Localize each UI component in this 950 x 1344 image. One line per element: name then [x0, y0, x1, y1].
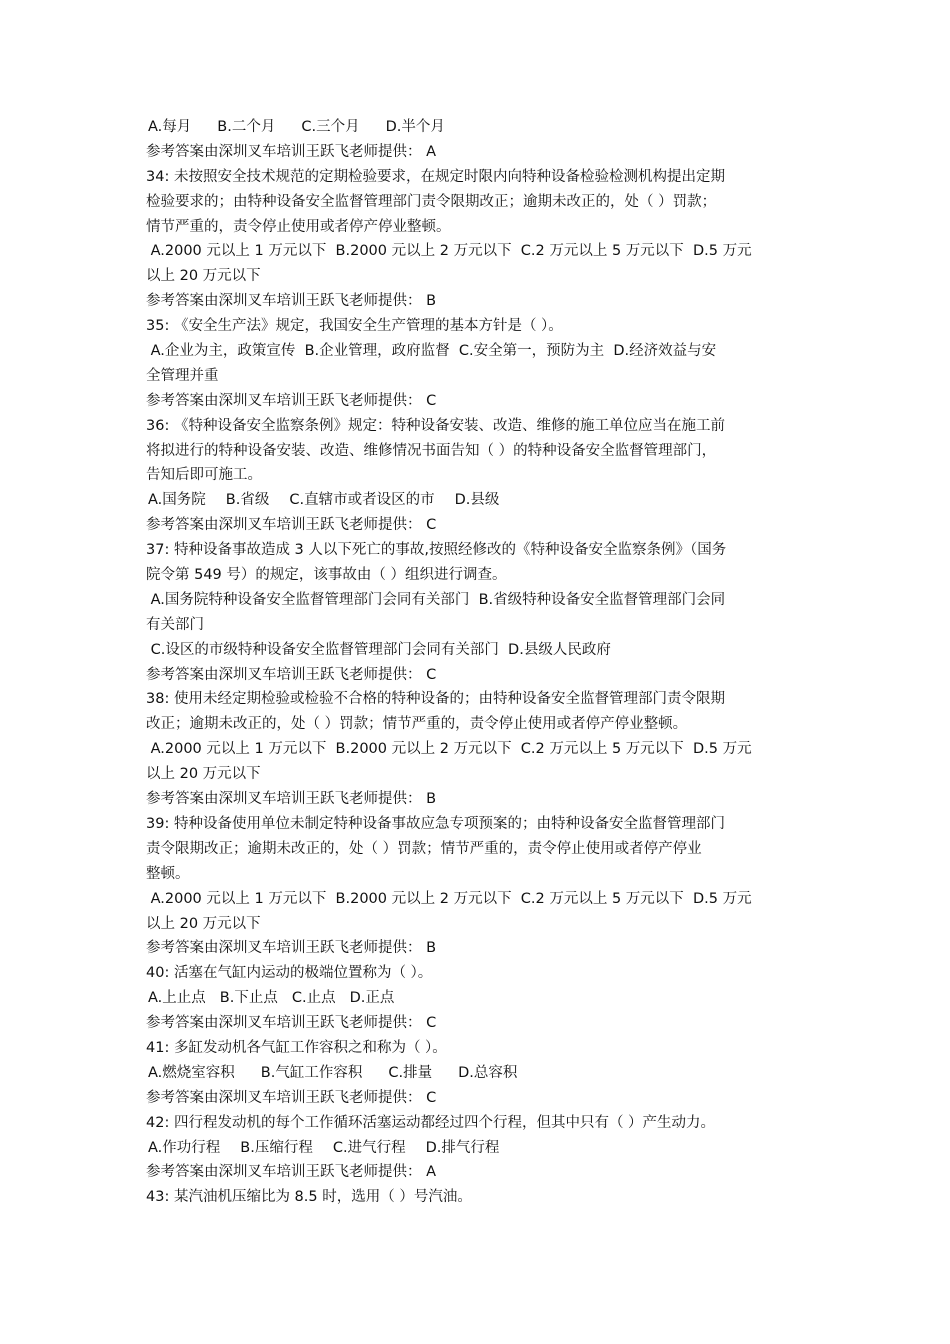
text-line: C.设区的市级特种设备安全监督管理部门会同有关部门 D.县级人民政府 [146, 641, 611, 658]
text-line: 有关部门 [146, 616, 204, 633]
text-line: 42: 四行程发动机的每个工作循环活塞运动都经过四个行程，但其中只有（ ）产生动力。 [146, 1114, 716, 1131]
text-line: 40: 活塞在气缸内运动的极端位置称为（ ）。 [146, 965, 433, 982]
text-line: 以上 20 万元以下 [146, 915, 261, 932]
answer-line: 参考答案由深圳叉车培训王跃飞老师提供： C [146, 1089, 437, 1106]
text-line: 整顿。 [146, 865, 190, 882]
option-item: B.压缩行程 [240, 1139, 313, 1156]
option-item: B.气缸工作容积 [260, 1064, 363, 1081]
option-item: C.排量 [388, 1064, 433, 1081]
option-line [146, 488, 810, 513]
text-line: 34: 未按照安全技术规范的定期检验要求，在规定时限内向特种设备检验检测机构提出定期 [146, 168, 725, 185]
text-line: 以上 20 万元以下 [146, 268, 261, 285]
text-line: A.国务院特种设备安全监督管理部门会同有关部门 B.省级特种设备安全监督管理部门会同 [146, 591, 726, 608]
text-line: 检验要求的；由特种设备安全监督管理部门责令限期改正；逾期未改正的，处（ ）罚款； [146, 193, 717, 210]
option-item: B.二个月 [217, 119, 276, 135]
text-line: 41: 多缸发动机各气缸工作容积之和称为（ ）。 [146, 1039, 447, 1056]
option-item: B.下止点 [219, 990, 278, 1007]
option-item: A.作功行程 [148, 1139, 221, 1156]
text-line: A.2000 元以上 1 万元以下 B.2000 元以上 2 万元以下 C.2 万元以上 5 万元以下 D.5 万元 [146, 890, 752, 907]
answer-line: 参考答案由深圳叉车培训王跃飞老师提供： B [146, 791, 437, 808]
option-item: D.总容积 [458, 1064, 518, 1081]
text-line: 全管理并重 [146, 367, 219, 384]
option-item: D.县级 [454, 492, 500, 509]
option-item: C.止点 [291, 990, 336, 1007]
answer-line: 参考答案由深圳叉车培训王跃飞老师提供： C [146, 666, 437, 683]
answer-line: 参考答案由深圳叉车培训王跃飞老师提供： C [146, 1015, 437, 1032]
text-line: 37: 特种设备事故造成 3 人以下死亡的事故,按照经修改的《特种设备安全监察条例》（国务 [146, 542, 727, 559]
answer-line: 参考答案由深圳叉车培训王跃飞老师提供： A [146, 1164, 437, 1181]
option-line [146, 115, 810, 140]
answer-line: 参考答案由深圳叉车培训王跃飞老师提供： B [146, 940, 437, 957]
text-line: 告知后即可施工。 [146, 467, 262, 484]
answer-line: 参考答案由深圳叉车培训王跃飞老师提供： A [146, 143, 437, 160]
text-line: 43: 某汽油机压缩比为 8.5 时，选用（ ）号汽油。 [146, 1189, 472, 1206]
text-line: A.2000 元以上 1 万元以下 B.2000 元以上 2 万元以下 C.2 万元以上 5 万元以下 D.5 万元 [146, 243, 752, 260]
option-item: D.半个月 [385, 119, 445, 135]
text-line: 36: 《特种设备安全监察条例》规定：特种设备安装、改造、维修的施工单位应当在施工前 [146, 417, 725, 434]
option-item: A.上止点 [148, 990, 206, 1007]
answer-line: 参考答案由深圳叉车培训王跃飞老师提供： B [146, 293, 437, 310]
text-line: 35: 《安全生产法》规定，我国安全生产管理的基本方针是（ ）。 [146, 318, 563, 335]
text-line: 将拟进行的特种设备安装、改造、维修情况书面告知（ ）的特种设备安全监督管理部门， [146, 442, 717, 459]
option-item: D.正点 [349, 990, 395, 1007]
option-item: C.直辖市或者设区的市 [289, 492, 435, 509]
text-line: A.企业为主，政策宣传 B.企业管理，政府监督 C.安全第一，预防为主 D.经济效益与安 [146, 343, 717, 360]
text-line: 38: 使用未经定期检验或检验不合格的特种设备的；由特种设备安全监督管理部门责令限期 [146, 691, 725, 708]
text-line: 以上 20 万元以下 [146, 766, 261, 783]
text-line: 责令限期改正；逾期未改正的，处（ ）罚款；情节严重的，责令停止使用或者停产停业 [146, 840, 702, 857]
text-line: 改正；逾期未改正的，处（ ）罚款；情节严重的，责令停止使用或者停产停业整顿。 [146, 716, 688, 733]
document-page [146, 115, 810, 1210]
option-item: A.每月 [148, 119, 192, 135]
option-line [146, 1136, 810, 1161]
option-item: C.三个月 [301, 119, 360, 135]
text-line: 情节严重的，责令停止使用或者停产停业整顿。 [146, 218, 451, 235]
option-item: B.省级 [225, 492, 270, 509]
option-line [146, 1061, 810, 1086]
answer-line: 参考答案由深圳叉车培训王跃飞老师提供： C [146, 517, 437, 534]
text-line: 院令第 549 号）的规定，该事故由（ ）组织进行调查。 [146, 567, 507, 584]
option-item: D.排气行程 [425, 1139, 500, 1156]
text-line: 39: 特种设备使用单位未制定特种设备事故应急专项预案的；由特种设备安全监督管理部门 [146, 815, 725, 832]
option-item: A.国务院 [148, 492, 206, 509]
text-line: A.2000 元以上 1 万元以下 B.2000 元以上 2 万元以下 C.2 万元以上 5 万元以下 D.5 万元 [146, 741, 752, 758]
option-line [146, 986, 810, 1011]
option-item: C.进气行程 [332, 1139, 406, 1156]
option-item: A.燃烧室容积 [148, 1064, 235, 1081]
answer-line: 参考答案由深圳叉车培训王跃飞老师提供： C [146, 392, 437, 409]
